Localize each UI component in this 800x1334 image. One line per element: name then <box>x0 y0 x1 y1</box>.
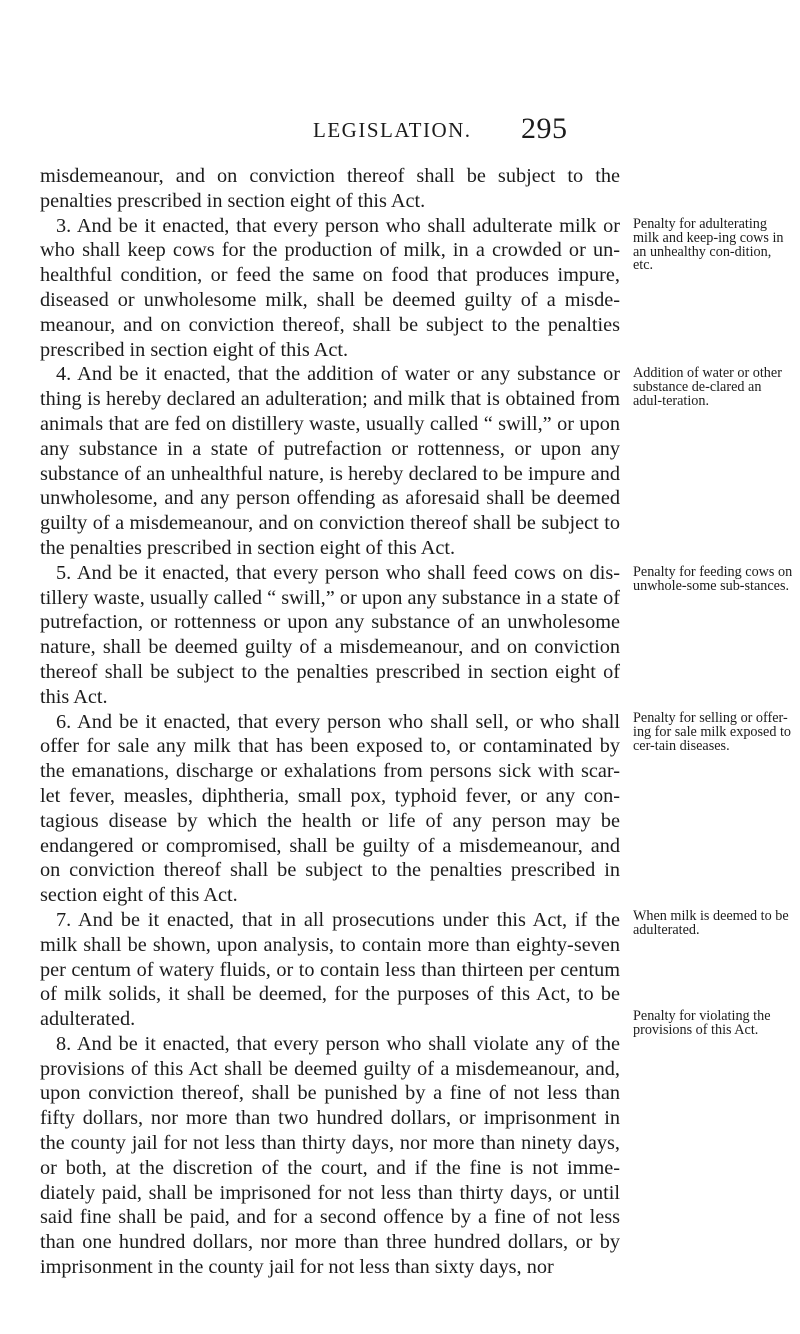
page-number: 295 <box>521 112 568 145</box>
body-text <box>40 164 620 1280</box>
margin-note-section-8: Penalty for violating the provisions of this Act. <box>633 1008 771 1038</box>
running-head-title: LEGISLATION. <box>313 118 472 142</box>
margin-note-section-3: Penalty for adulterating milk and keep-ing cows in an unhealthy con-dition, etc. <box>633 216 784 274</box>
section-7: 7. And be it enacted, that in all prosecutions under this Act, if the milk shall be shown, upon analysis, to contain more than eighty-seven per centum of watery fluids, or to contain less than thirteen per centum of milk solids, it shall be deemed, for the purposes of this Act, to be adulterated. <box>40 908 620 1031</box>
section-4: 4. And be it enacted, that the addition of water or any substance or thing is hereby declared an adulteration; and milk that is obtained from animals that are fed on distillery waste, usually called “ swill,” or upon any substance in a state of putrefaction or rottenness, or upon any substance of an unhealthful nature, is hereby declared to be impure and unwholesome, and any person offending as aforesaid shall be deemed guilty of a misdemeanour, and on conviction thereof shall be subject to the penalties prescribed in section eight of this Act. <box>40 363 620 559</box>
section-3: 3. And be it enacted, that every person who shall adulterate milk or who shall keep cows for the production of milk, in a crowded or un-healthful condition, or feed the same on food that produces impure, diseased or unwholesome milk, shall be deemed guilty of a misde-meanour, and on conviction thereof, shall be subject to the penalties prescribed in section eight of this Act. <box>40 214 620 361</box>
margin-note-section-4: Addition of water or other substance de-clared an adul-teration. <box>633 365 782 409</box>
section-6: 6. And be it enacted, that every person who shall sell, or who shall offer for sale any milk that has been exposed to, or contaminated by the emanations, discharge or exhalations from persons sick with scar-let fever, measles, diphtheria, small pox, typhoid fever, or any con-tagious disease by which the health or life of any person may be endangered or compromised, shall be guilty of a misdemeanour, and on conviction thereof shall be subject to the penalties prescribed in section eight of this Act. <box>40 710 620 907</box>
section-8: 8. And be it enacted, that every person who shall violate any of the provisions of this Act shall be deemed guilty of a misdemeanour, and, upon conviction thereof, shall be punished by a fine of not less than fifty dollars, nor more than two hundred dollars, or imprisonment in the county jail for not less than thirty days, nor more than ninety days, or both, at the discretion of the court, and if the fine is not imme-diately paid, shall be imprisoned for not less than thirty days, or until said fine shall be paid, and for a second offence by a fine of not less than one hundred dollars, nor more than three hundred dollars, or by imprisonment in the county jail for not less than sixty days, nor <box>40 1032 620 1279</box>
paragraph-continuation: misdemeanour, and on conviction thereof shall be subject to the penalties prescribed in section eight of this Act. <box>40 165 620 212</box>
margin-note-section-7: When milk is deemed to be adulterated. <box>633 908 789 938</box>
section-5: 5. And be it enacted, that every person who shall feed cows on dis-tillery waste, usually called “ swill,” or upon any substance in a state of putrefaction, or rottenness or upon any substance of an unwholesome nature, shall be deemed guilty of a misdemeanour, and on conviction thereof shall be subject to the penalties prescribed in section eight of this Act. <box>40 561 620 708</box>
running-head <box>0 112 800 152</box>
margin-note-section-6: Penalty for selling or offer-ing for sale milk exposed to cer-tain diseases. <box>633 710 792 754</box>
margin-note-section-5: Penalty for feeding cows on unwhole-some sub-stances. <box>633 564 793 594</box>
